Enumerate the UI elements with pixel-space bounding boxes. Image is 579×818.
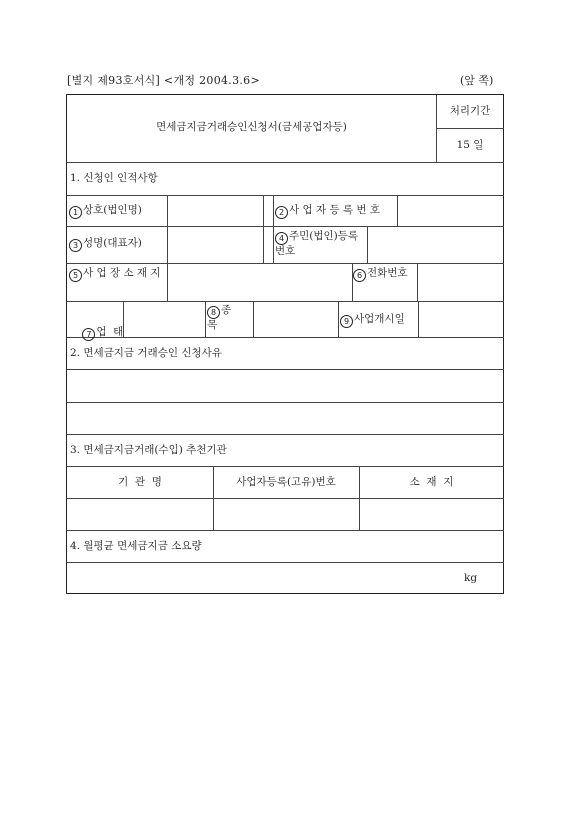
section-recommending-agency: 3. 면세금지금거래(수입) 추천기관: [70, 444, 227, 456]
number-3-icon: 3: [69, 239, 82, 252]
number-1-icon: 1: [69, 206, 82, 219]
reason-line-2[interactable]: [67, 403, 504, 434]
resident-reg-no-field[interactable]: [368, 227, 504, 263]
col-agency-address: 소 재 지: [409, 476, 454, 488]
start-date-field[interactable]: [419, 302, 504, 337]
label-company-name: 1 상호(법인명): [69, 204, 142, 219]
business-item-field[interactable]: [254, 302, 338, 337]
label-business-item: 8 종목: [207, 304, 232, 331]
agency-name-field[interactable]: [67, 499, 213, 530]
agency-reg-no-field[interactable]: [214, 499, 359, 530]
label-start-date: 9 사업개시일: [340, 313, 405, 328]
col-agency-reg-no: 사업자등록(고유)번호: [236, 476, 336, 488]
col-agency-name: 기 관 명: [118, 476, 162, 488]
number-5-icon: 5: [69, 269, 82, 282]
page-side-label: (앞 쪽): [460, 74, 494, 87]
number-2-icon: 2: [275, 206, 288, 219]
number-4-icon: 4: [275, 232, 288, 245]
label-business-reg-no: 2 사 업 자 등 록 번 호: [275, 204, 380, 219]
number-9-icon: 9: [340, 315, 353, 328]
agency-address-field[interactable]: [360, 499, 504, 530]
phone-field[interactable]: [418, 264, 504, 301]
company-name-field[interactable]: [168, 196, 263, 226]
monthly-requirement-field[interactable]: [67, 563, 447, 593]
processing-period-label: 처리기간: [449, 105, 491, 117]
section-applicant-info: 1. 신청인 인적사항: [70, 172, 158, 184]
form-title: 면세금지금거래승인신청서(금세공업자등): [156, 121, 347, 133]
reason-line-1[interactable]: [67, 370, 504, 402]
business-address-field[interactable]: [168, 264, 352, 301]
label-phone: 6 전화번호: [353, 267, 415, 282]
business-reg-no-field[interactable]: [398, 196, 504, 226]
section-application-reason: 2. 면세금지금 거래승인 신청사유: [70, 347, 222, 359]
unit-kg: kg: [464, 572, 478, 584]
number-8-icon: 8: [207, 306, 220, 319]
label-business-type: 7 업 태: [69, 313, 123, 354]
label-resident-reg-no: 4 주민(법인)등록번호: [275, 230, 359, 257]
application-form: [66, 94, 504, 594]
label-business-address: 5 사 업 장 소 재 지: [69, 267, 165, 282]
number-6-icon: 6: [353, 269, 366, 282]
label-representative: 3 성명(대표자): [69, 237, 142, 252]
section-monthly-requirement: 4. 월평균 면세금지금 소요량: [70, 540, 202, 552]
form-number: [별지 제93호서식] <개정 2004.3.6>: [67, 74, 260, 87]
representative-field[interactable]: [168, 227, 263, 263]
processing-period-value: 15 일: [456, 139, 484, 151]
business-type-field[interactable]: [124, 302, 205, 337]
number-7-icon: 7: [82, 328, 95, 341]
